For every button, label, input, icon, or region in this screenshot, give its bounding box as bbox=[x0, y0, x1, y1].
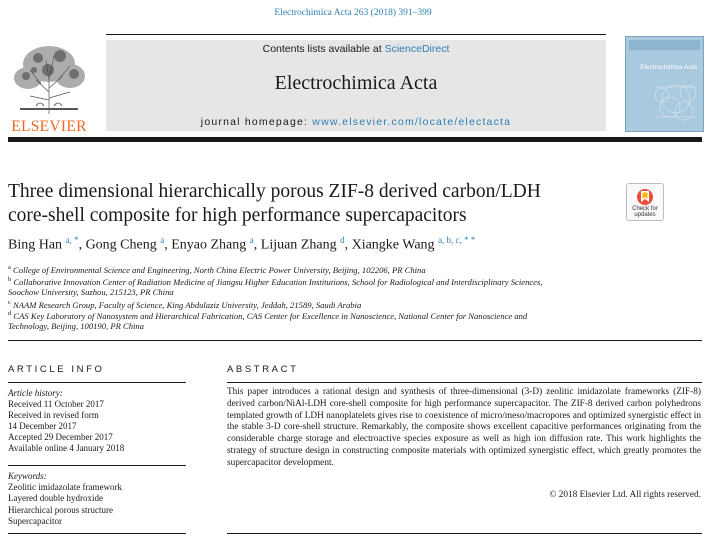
author-separator: , bbox=[78, 237, 86, 253]
keyword-item[interactable]: Layered double hydroxide bbox=[8, 493, 103, 503]
title-line-2: core-shell composite for high performance supercapacitors bbox=[8, 205, 467, 226]
keyword-item[interactable]: Zeolitic imidazolate framework bbox=[8, 482, 122, 492]
author-name[interactable]: Enyao Zhang bbox=[171, 237, 247, 253]
affiliation-text: College of Environmental Science and Engineering, North China Electric Power University, Beijing, 102206, PR China bbox=[13, 264, 426, 275]
abstract-rule bbox=[227, 382, 702, 383]
header-thick-rule bbox=[8, 137, 702, 142]
abstract-bottom-rule bbox=[227, 533, 702, 534]
history-item: Accepted 29 December 2017 bbox=[8, 432, 113, 442]
check-for-updates-label: Check for updates bbox=[632, 206, 658, 219]
abstract-heading: ABSTRACT bbox=[227, 364, 299, 375]
journal-citation[interactable]: Electrochimica Acta 263 (2018) 391–399 bbox=[274, 8, 432, 18]
affiliation-text: CAS Key Laboratory of Nanosystem and Hierarchical Fabrication, CAS Center for Excellence in Nanoscience, National Center for Nanoscience and bbox=[13, 310, 528, 321]
history-item: Received 11 October 2017 bbox=[8, 399, 104, 409]
keywords-label: Keywords: bbox=[8, 471, 47, 481]
homepage-link[interactable]: www.elsevier.com/locate/electacta bbox=[312, 116, 512, 128]
author-affil-marker[interactable]: a bbox=[160, 235, 165, 245]
author-affil-marker[interactable]: d bbox=[340, 235, 345, 245]
journal-homepage bbox=[106, 116, 606, 128]
cover-art-icon bbox=[626, 37, 703, 131]
affiliation-text: NAAM Research Group, Faculty of Science, King Abdulaziz University, Jeddah, 21589, Saudi Arabia bbox=[13, 299, 362, 310]
elsevier-tree-logo-icon[interactable] bbox=[8, 40, 90, 116]
keyword-item[interactable]: Supercapacitor bbox=[8, 516, 62, 526]
affiliation-d-line-2: Technology, Beijing, 100190, PR China bbox=[8, 321, 144, 331]
homepage-label: journal homepage: bbox=[200, 116, 313, 128]
sciencedirect-link[interactable]: ScienceDirect bbox=[384, 43, 450, 55]
keywords-bottom-rule bbox=[8, 533, 186, 534]
affiliation-marker: d bbox=[8, 310, 12, 317]
affiliation-marker: b bbox=[8, 276, 12, 283]
article-title bbox=[8, 180, 608, 228]
bookmark-icon bbox=[627, 186, 663, 208]
journal-title[interactable]: Electrochimica Acta bbox=[274, 72, 438, 94]
elsevier-wordmark[interactable]: ELSEVIER bbox=[11, 118, 87, 135]
author-name[interactable]: Xiangke Wang bbox=[351, 237, 435, 253]
keyword-item[interactable]: Hierarchical porous structure bbox=[8, 505, 113, 515]
author-separator: , bbox=[164, 237, 172, 253]
author-affil-marker[interactable]: a, b, c, * * bbox=[438, 235, 476, 245]
affiliation-text: Collaborative Innovation Center of Radiation Medicine of Jiangsu Higher Education Institutions, School for Radiological and Interdisciplinary Sciences, bbox=[13, 276, 543, 287]
history-item: 14 December 2017 bbox=[8, 421, 77, 431]
copyright-notice: © 2018 Elsevier Ltd. All rights reserved. bbox=[549, 490, 701, 500]
header-top-rule bbox=[106, 34, 606, 35]
keywords-rule bbox=[8, 465, 186, 466]
affiliation-marker: a bbox=[8, 264, 11, 271]
article-info-rule bbox=[8, 382, 186, 383]
author-list bbox=[8, 235, 628, 254]
section-divider bbox=[8, 340, 702, 341]
author-separator: , bbox=[253, 237, 261, 253]
author-separator: , bbox=[344, 237, 352, 253]
author-affil-marker[interactable]: a bbox=[249, 235, 254, 245]
author-affil-marker[interactable]: a, * bbox=[65, 235, 79, 245]
author-name[interactable]: Lijuan Zhang bbox=[260, 237, 337, 253]
contents-prefix: Contents lists available at bbox=[262, 43, 385, 55]
author-name[interactable]: Bing Han bbox=[8, 237, 63, 253]
title-line-1: Three dimensional hierarchically porous ZIF-8 derived carbon/LDH bbox=[8, 181, 541, 202]
contents-available bbox=[106, 43, 606, 55]
article-history-label: Article history: bbox=[8, 388, 63, 398]
history-item: Received in revised form bbox=[8, 410, 99, 420]
affiliation-b-line-2: Soochow University, Suzhou, 215123, PR China bbox=[8, 287, 174, 297]
abstract-text: This paper introduces a rational design and synthesis of three-dimensional (3-D) zeolitic imidazolate frameworks (ZIF-8) derived carbon/NiAl-LDH core-shell composite for high performance supercapacitor. The ZIF-8 derived carbon polyhedrons templated growth of LDH nanoplatelets gives rise to coexistence of micro/meso/macropores and optimized synergistic effect in the stable 3-D core-shell structure. Remarkably, the composite shows excellent capacitive performances originating from the considerable charge storage and electroactive species exposure as well as high ion diffusion rate. This work highlights the strategy of structure design in constructing composite materials with optimized synergistic effect, which greatly promotes the supercapacitor development. bbox=[227, 387, 701, 468]
journal-cover-thumbnail[interactable] bbox=[625, 36, 704, 132]
history-item: Available online 4 January 2018 bbox=[8, 443, 125, 453]
cover-journal-title: Electrochimica Acta bbox=[640, 64, 697, 71]
author-name[interactable]: Gong Cheng bbox=[85, 237, 157, 253]
affiliation-marker: c bbox=[8, 299, 11, 306]
article-info-heading: ARTICLE INFO bbox=[8, 364, 105, 375]
